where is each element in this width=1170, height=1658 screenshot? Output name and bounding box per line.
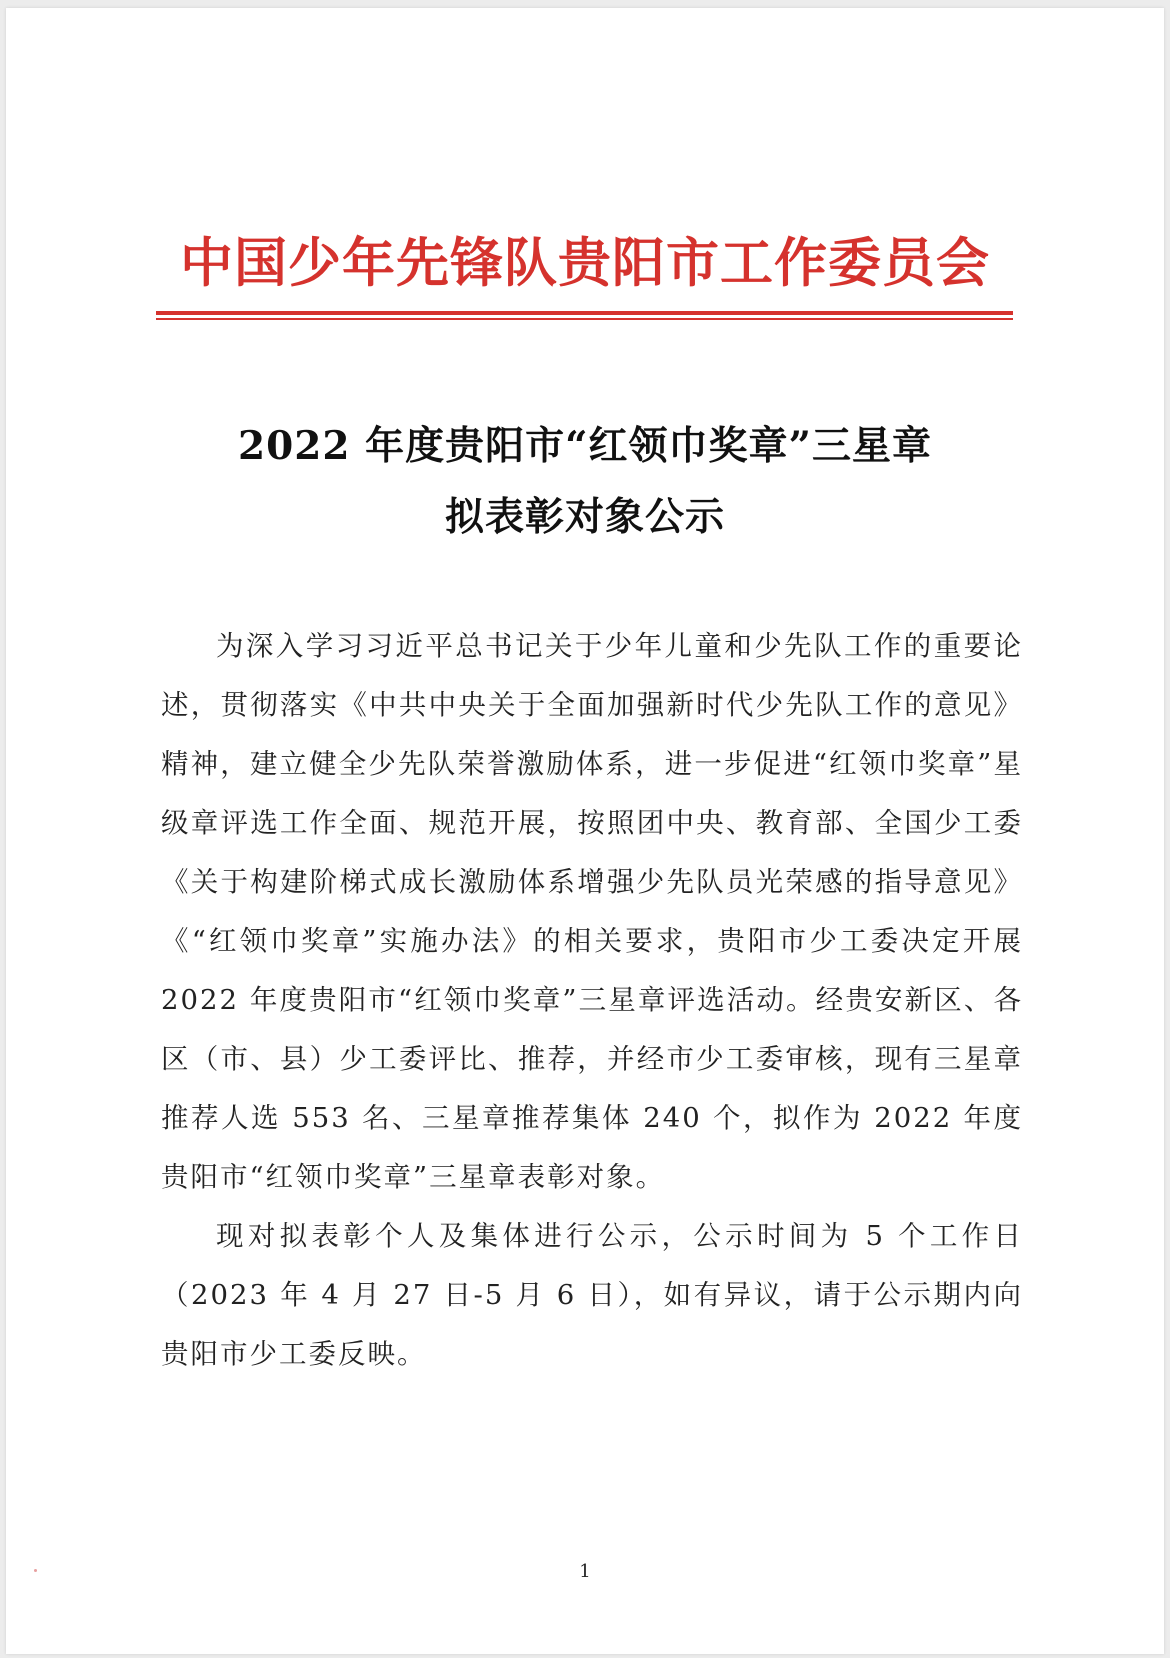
document-page [6, 8, 1164, 1654]
document-title-line-2: 拟表彰对象公示 [444, 494, 725, 540]
document-title-line-1: 2022 年度贵阳市“红领巾奖章”三星章 [238, 423, 932, 469]
body-paragraph-2: 现对拟表彰个人及集体进行公示，公示时间为 5 个工作日（2023 年 4 月 27 日-5 月 6 日），如有异议，请于公示期内向贵阳市少工委反映。 [161, 1220, 1023, 1370]
header-red-rule-thin [156, 318, 1013, 320]
header-red-rule-thick [156, 311, 1013, 315]
scan-speck [34, 1569, 37, 1572]
body-paragraph-1: 为深入学习习近平总书记关于少年儿童和少先队工作的重要论述，贯彻落实《中共中央关于全面加强新时代少先队工作的意见》精神，建立健全少先队荣誉激励体系，进一步促进“红领巾奖章”星级章评选工作全面、规范开展，按照团中央、教育部、全国少工委《关于构建阶梯式成长激励体系增强少先队员光荣感的指导意见》《“红领巾奖章”实施办法》的相关要求，贵阳市少工委决定开展 2022 年度贵阳市“红领巾奖章”三星章评选活动。经贵安新区、各区（市、县）少工委评比、推荐，并经市少工委审核，现有三星章推荐人选 553 名、三星章推荐集体 240 个，拟作为 2022 年度贵阳市“红领巾奖章”三星章表彰对象。 [161, 630, 1023, 1193]
organization-header: 中国少年先锋队贵阳市工作委员会 [180, 233, 990, 294]
page-number: 1 [579, 1561, 591, 1582]
